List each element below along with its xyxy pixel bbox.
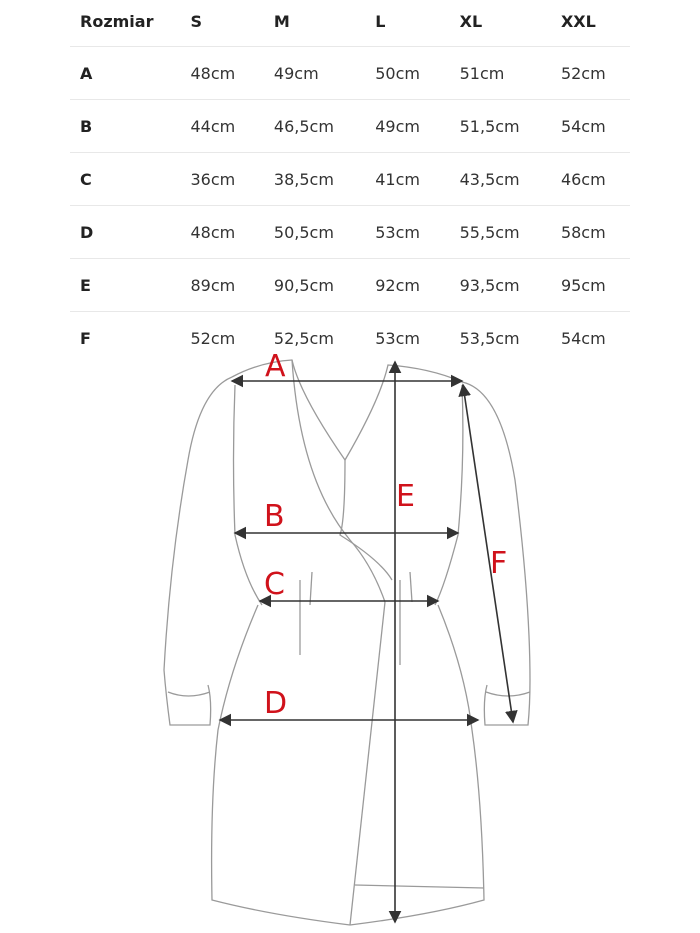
table-row (70, 259, 630, 312)
table-cell: 44cm (191, 100, 274, 153)
table-cell: 53,5cm (460, 312, 561, 365)
row-label: E (70, 259, 191, 312)
table-cell: 54cm (561, 312, 630, 365)
label-b: B (264, 499, 285, 534)
table-cell: 58cm (561, 206, 630, 259)
table-cell: 50cm (375, 47, 459, 100)
label-e: E (396, 479, 415, 514)
table-cell: 49cm (274, 47, 375, 100)
table-cell: 46,5cm (274, 100, 375, 153)
table-cell: 89cm (191, 259, 274, 312)
row-label: B (70, 100, 191, 153)
row-label: C (70, 153, 191, 206)
table-cell: 43,5cm (460, 153, 561, 206)
table-cell: 50,5cm (274, 206, 375, 259)
table-cell: 51,5cm (460, 100, 561, 153)
header-row (70, 0, 630, 47)
table-cell: 53cm (375, 312, 459, 365)
table-cell: 48cm (191, 47, 274, 100)
table-cell: 90,5cm (274, 259, 375, 312)
label-a: A (265, 349, 286, 384)
size-table (70, 0, 630, 364)
row-label: D (70, 206, 191, 259)
label-d: D (264, 686, 288, 721)
row-label: A (70, 47, 191, 100)
table-cell: 51cm (460, 47, 561, 100)
header-xl: XL (459, 11, 483, 31)
table-cell: 46cm (561, 153, 630, 206)
table-cell: 53cm (375, 206, 459, 259)
table-cell: 48cm (191, 206, 274, 259)
table-cell: 52cm (191, 312, 274, 365)
table-row (70, 206, 630, 259)
table-cell: 49cm (375, 100, 459, 153)
table-cell: 52cm (561, 47, 630, 100)
table-cell: 36cm (191, 153, 274, 206)
header-s: S (190, 11, 203, 31)
header-size: Rozmiar (80, 11, 154, 31)
table-row (70, 153, 630, 206)
table-cell: 95cm (561, 259, 630, 312)
label-f: F (490, 546, 508, 581)
table-cell: 93,5cm (460, 259, 561, 312)
header-xxl: XXL (560, 11, 596, 31)
table-cell: 52,5cm (274, 312, 375, 365)
header-l: L (375, 11, 386, 31)
table-cell: 92cm (375, 259, 459, 312)
label-c: C (264, 567, 285, 602)
row-label: F (70, 312, 191, 365)
table-cell: 41cm (375, 153, 459, 206)
table-cell: 55,5cm (460, 206, 561, 259)
table-row (70, 47, 630, 100)
dress-outline (164, 360, 530, 925)
header-m: M (273, 11, 290, 31)
table-row (70, 100, 630, 153)
table-cell: 54cm (561, 100, 630, 153)
table-cell: 38,5cm (274, 153, 375, 206)
dress-diagram (0, 340, 700, 933)
measurement-lines (220, 362, 513, 922)
